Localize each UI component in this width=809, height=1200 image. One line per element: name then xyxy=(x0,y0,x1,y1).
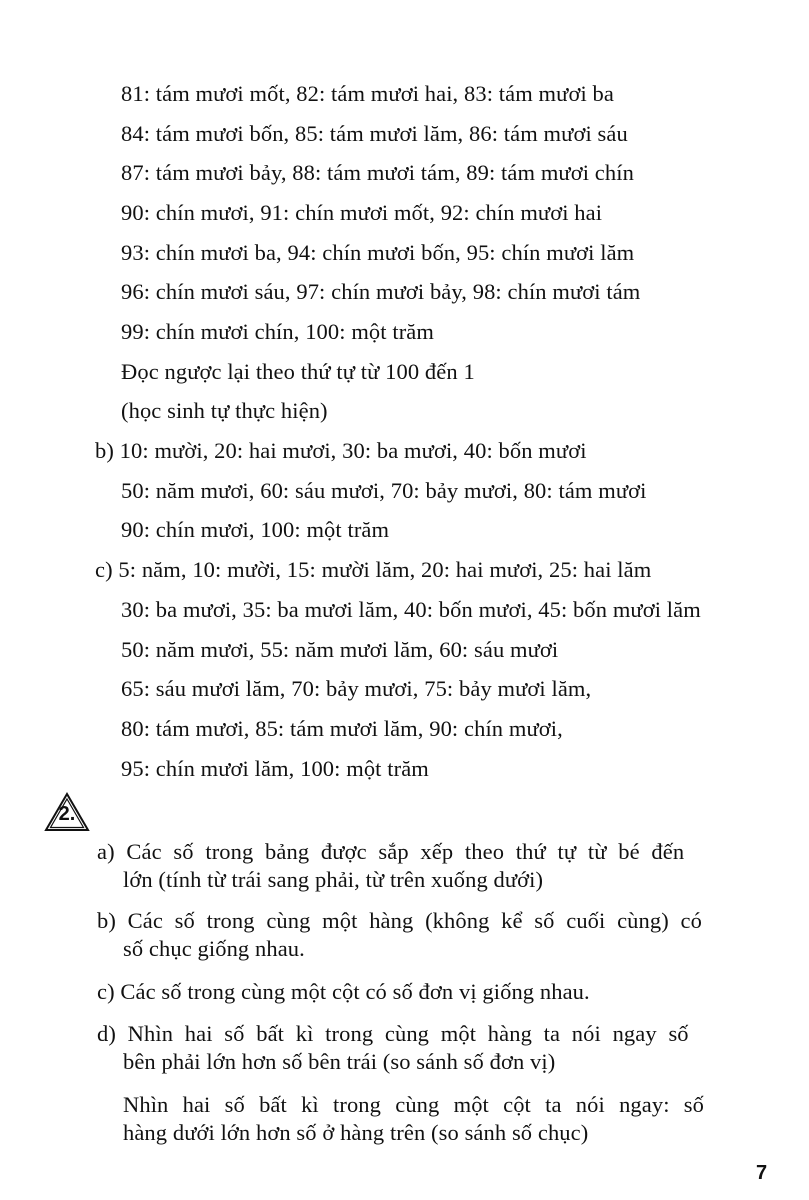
page-number: 7 xyxy=(756,1162,768,1184)
text-line: 90: chín mươi, 91: chín mươi mốt, 92: chín mươi hai xyxy=(121,200,603,225)
text-line: 30: ba mươi, 35: ba mươi lăm, 40: bốn mươi, 45: bốn mươi lăm xyxy=(121,597,701,622)
text-line: 90: chín mươi, 100: một trăm xyxy=(121,517,390,542)
text-line: Đọc ngược lại theo thứ tự từ 100 đến 1 xyxy=(121,359,475,384)
text-line: 93: chín mươi ba, 94: chín mươi bốn, 95: chín mươi lăm xyxy=(121,240,635,265)
exercise-number-badge xyxy=(44,792,90,832)
text-line: c) 5: năm, 10: mười, 15: mười lăm, 20: hai mươi, 25: hai lăm xyxy=(95,557,652,582)
text-line: 99: chín mươi chín, 100: một trăm xyxy=(121,319,434,344)
text-line: 80: tám mươi, 85: tám mươi lăm, 90: chín mươi, xyxy=(121,716,563,741)
text-line: c) Các số trong cùng một cột có số đơn vị giống nhau. xyxy=(97,979,590,1004)
text-line: số chục giống nhau. xyxy=(123,936,305,961)
text-line: 50: năm mươi, 55: năm mươi lăm, 60: sáu mươi xyxy=(121,637,559,662)
text-line: Nhìn hai số bất kì trong cùng một cột ta nói ngay: số xyxy=(123,1092,704,1117)
text-line: 50: năm mươi, 60: sáu mươi, 70: bảy mươi, 80: tám mươi xyxy=(121,478,647,503)
text-line: b) Các số trong cùng một hàng (không kể số cuối cùng) có xyxy=(97,908,702,933)
text-line: hàng dưới lớn hơn số ở hàng trên (so sánh số chục) xyxy=(123,1120,589,1145)
text-line: 87: tám mươi bảy, 88: tám mươi tám, 89: tám mươi chín xyxy=(121,160,634,185)
text-line: 81: tám mươi mốt, 82: tám mươi hai, 83: tám mươi ba xyxy=(121,81,614,106)
text-line: 84: tám mươi bốn, 85: tám mươi lăm, 86: tám mươi sáu xyxy=(121,121,628,146)
exercise-number: 2. xyxy=(58,803,76,825)
text-line: lớn (tính từ trái sang phải, từ trên xuống dưới) xyxy=(123,867,544,892)
text-line: d) Nhìn hai số bất kì trong cùng một hàng ta nói ngay số xyxy=(97,1021,689,1046)
text-line: 95: chín mươi lăm, 100: một trăm xyxy=(121,756,429,781)
text-line: 96: chín mươi sáu, 97: chín mươi bảy, 98: chín mươi tám xyxy=(121,279,641,304)
text-line: 65: sáu mươi lăm, 70: bảy mươi, 75: bảy mươi lăm, xyxy=(121,676,592,701)
text-line: a) Các số trong bảng được sắp xếp theo thứ tự từ bé đến xyxy=(97,839,685,864)
text-line: b) 10: mười, 20: hai mươi, 30: ba mươi, 40: bốn mươi xyxy=(95,438,587,463)
text-line: bên phải lớn hơn số bên trái (so sánh số đơn vị) xyxy=(123,1049,556,1074)
text-line: (học sinh tự thực hiện) xyxy=(121,398,328,423)
